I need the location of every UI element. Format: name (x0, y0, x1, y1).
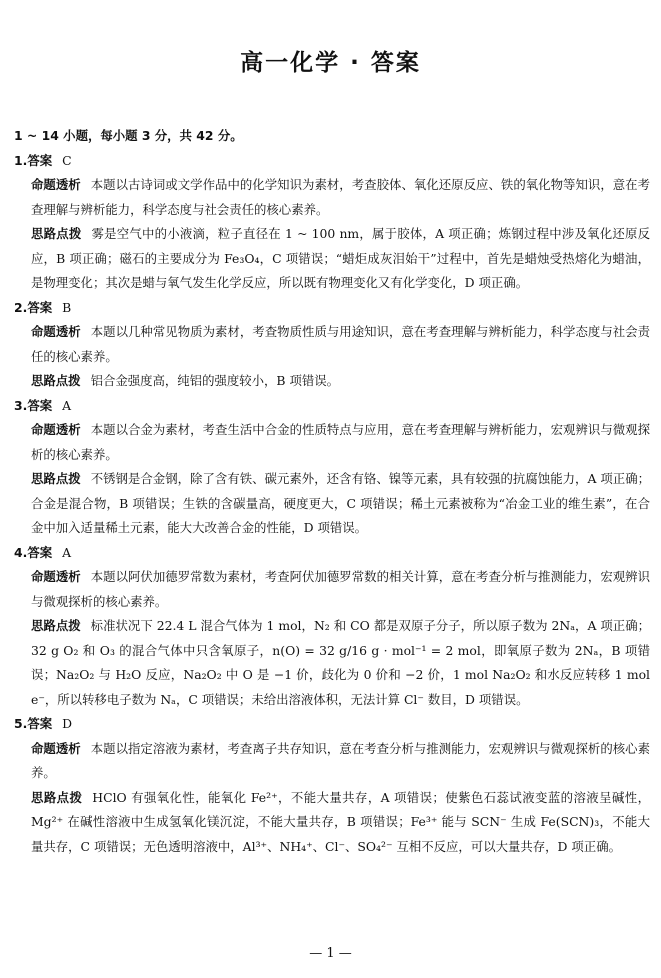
answer-label: 答案 (27, 299, 53, 315)
answer-label: 答案 (27, 716, 53, 731)
hint-label: 思路点拨 (31, 789, 83, 805)
analysis-text: 本题以古诗词或文学作品中的化学知识为素材，考查胶体、氧化还原反应、铁的氧化物等知识，意在考查理解与辨析能力，科学态度与社会责任的核心素养。 (31, 177, 651, 217)
answer-value: B (62, 299, 72, 315)
question-number: 2. (14, 299, 28, 315)
analysis-label: 命题透析 (31, 569, 81, 584)
answer-content (14, 124, 650, 859)
question-4 (14, 541, 650, 713)
hint-text: 雾是空气中的小液滴，粒子直径在 1 ~ 100 nm，属于胶体，A 项正确；炼钢过程中涉及氧化还原反应，B 项正确；磁石的主要成分为 Fe₃O₄，C 项错误；“蜡炬成灰泪始干”过程中，首先是蜡烛受热熔化为蜡油，是物理变化；其次是蜡与氧气发生化学反应，所以既有物理变化又有化学变化，D 项正确。 (31, 226, 650, 290)
analysis-label: 命题透析 (31, 177, 81, 192)
answer-label: 答案 (27, 544, 53, 560)
answer-value: A (62, 544, 72, 560)
answer-label: 答案 (27, 152, 53, 168)
question-number: 1. (14, 152, 28, 168)
question-5 (14, 712, 650, 859)
question-number: 4. (14, 544, 28, 560)
hint-label: 思路点拨 (31, 373, 81, 388)
question-3 (14, 394, 650, 541)
analysis-label: 命题透析 (31, 324, 81, 339)
analysis-text: 本题以阿伏加德罗常数为素材，考查阿伏加德罗常数的相关计算，意在考查分析与推测能力，宏观辨识与微观探析的核心素养。 (31, 569, 651, 609)
hint-label: 思路点拨 (31, 471, 81, 486)
analysis-label: 命题透析 (31, 740, 81, 756)
hint-text: 标准状况下 22.4 L 混合气体为 1 mol，N₂ 和 CO 都是双原子分子，所以原子数为 2Nₐ，A 项正确；32 g O₂ 和 O₃ 的混合气体中只含氧原子，n(O) = 32 g/16 g · mol⁻¹ = 2 mol，即氧原子数为 2Nₐ，B 项错误；Na₂O₂ 与 H₂O 反应，Na₂O₂ 中 O 是 −1 价，歧化为 0 价和 −2 价，1 mol Na₂O₂ 和水反应转移 1 mol e⁻，所以转移电子数为 Nₐ，C 项错误；未给出溶液体积，无法计算 Cl⁻ 数目，D 项错误。 (31, 618, 650, 707)
hint-label: 思路点拨 (31, 226, 82, 241)
answer-label: 答案 (27, 397, 53, 413)
page-number: — 1 — (309, 946, 352, 961)
answer-value: A (62, 397, 72, 413)
question-1 (14, 149, 650, 296)
question-2 (14, 296, 650, 394)
answer-value: D (62, 716, 73, 731)
question-number: 5. (14, 716, 28, 731)
hint-label: 思路点拨 (31, 618, 81, 633)
hint-text: HClO 有强氧化性，能氧化 Fe²⁺，不能大量共存，A 项错误；使紫色石蕊试液变蓝的溶液呈碱性，Mg²⁺ 在碱性溶液中生成氢氧化镁沉淀，不能大量共存，B 项错误；Fe³⁺ 能与 SCN⁻ 生成 Fe(SCN)₃，不能大量共存，C 项错误；无色透明溶液中，Al³⁺、NH₄⁺、Cl⁻、SO₄²⁻ 互相不反应，可以大量共存，D 项正确。 (31, 789, 650, 854)
answer-value: C (62, 152, 72, 168)
analysis-label: 命题透析 (31, 422, 81, 437)
analysis-text: 本题以几种常见物质为素材，考查物质性质与用途知识，意在考查理解与辨析能力，科学态度与社会责任的核心素养。 (31, 324, 651, 364)
analysis-text: 本题以指定溶液为素材，考查离子共存知识，意在考查分析与推测能力，宏观辨识与微观探析的核心素养。 (31, 740, 651, 780)
hint-text: 不锈钢是合金钢，除了含有铁、碳元素外，还含有铬、镍等元素，具有较强的抗腐蚀能力，A 项正确；合金是混合物，B 项错误；生铁的含碳量高，硬度更大，C 项错误；稀土元素被称为“冶金工业的维生素”，在合金中加入适量稀土元素，能大大改善合金的性能，D 项错误。 (31, 471, 651, 535)
hint-text: 铝合金强度高，纯铝的强度较小，B 项错误。 (90, 373, 340, 388)
question-number: 3. (14, 397, 28, 413)
page-title: 高一化学 · 答案 (240, 50, 421, 76)
section-intro: 1 ~ 14 小题，每小题 3 分，共 42 分。 (14, 128, 243, 143)
analysis-text: 本题以合金为素材，考查生活中合金的性质特点与应用，意在考查理解与辨析能力，宏观辨识与微观探析的核心素养。 (31, 422, 651, 462)
